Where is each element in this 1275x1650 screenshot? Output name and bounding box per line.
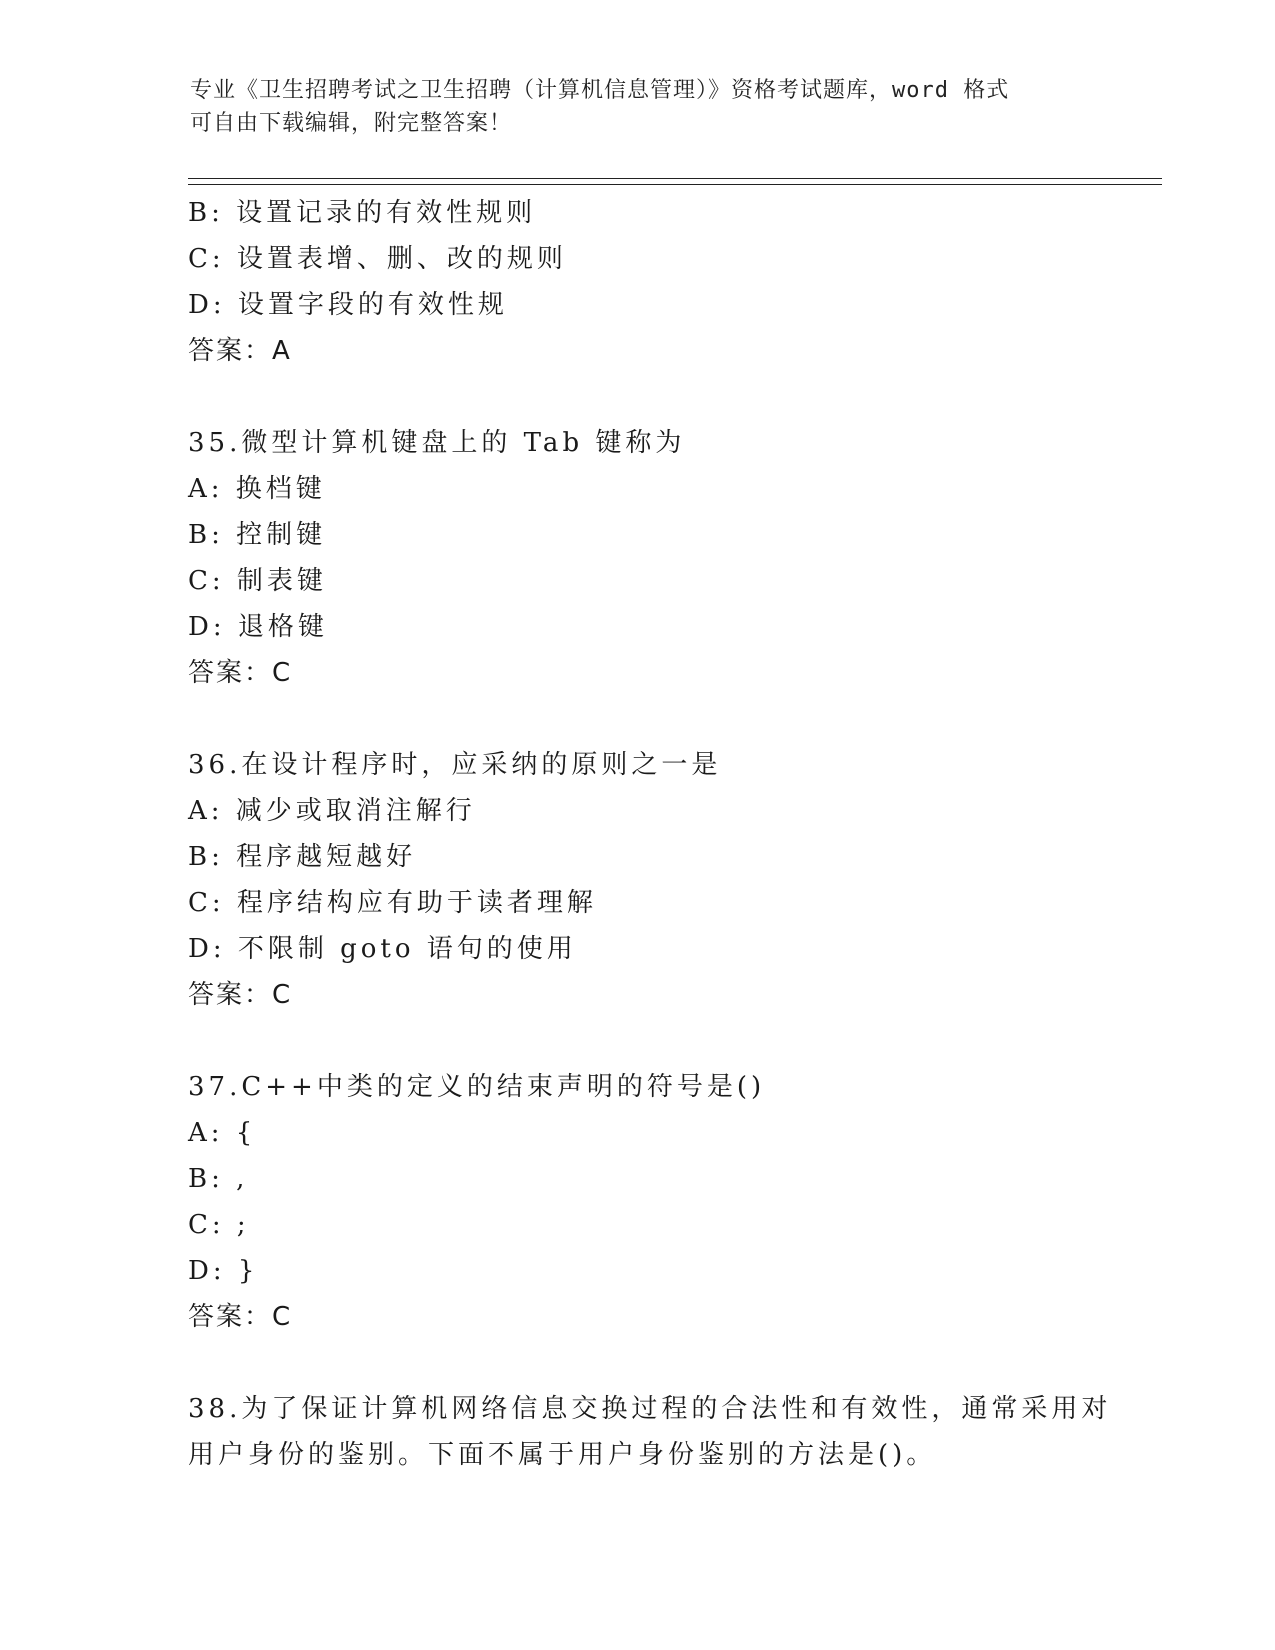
question-35 [188,420,1148,696]
question-34-continued [188,190,1148,374]
option-a: A: 减少或取消注解行 [188,796,476,826]
option-a: A: { [188,1118,257,1148]
answer-line: 答案：C [188,1302,293,1332]
document-header [190,74,1090,140]
option-c: C: 设置表增、删、改的规则 [188,244,567,274]
option-c: C: 制表键 [188,566,327,596]
answer-line: 答案：C [188,980,293,1010]
answer-line: 答案：C [188,658,293,688]
question-text: 35.微型计算机键盘上的 Tab 键称为 [188,428,686,458]
option-b: B: 设置记录的有效性规则 [188,198,537,228]
option-d: D: 设置字段的有效性规 [188,290,508,320]
option-c: C: 程序结构应有助于读者理解 [188,888,597,918]
question-text-line-2: 用户身份的鉴别。下面不属于用户身份鉴别的方法是()。 [188,1440,937,1470]
question-text: 37.C++中类的定义的结束声明的符号是() [188,1072,766,1102]
option-b: B: , [188,1164,249,1194]
spacer [188,374,1148,420]
spacer [188,1340,1148,1386]
question-37 [188,1064,1148,1340]
question-text: 36.在设计程序时，应采纳的原则之一是 [188,750,722,780]
option-d: D: } [188,1256,259,1286]
question-list [188,190,1148,1478]
option-d: D: 不限制 goto 语句的使用 [188,934,577,964]
question-38 [188,1386,1148,1478]
option-a: A: 换档键 [188,474,326,504]
question-36 [188,742,1148,1018]
option-b: B: 程序越短越好 [188,842,417,872]
option-b: B: 控制键 [188,520,327,550]
header-line-2: 可自由下载编辑，附完整答案！ [190,111,513,136]
spacer [188,1018,1148,1064]
header-divider-bottom [188,184,1162,185]
option-c: C: ; [188,1210,250,1240]
header-line-1: 专业《卫生招聘考试之卫生招聘（计算机信息管理）》资格考试题库，word 格式 [190,78,1010,103]
option-d: D: 退格键 [188,612,328,642]
header-divider-top [188,178,1162,179]
answer-line: 答案：A [188,336,292,366]
question-text-line-1: 38.为了保证计算机网络信息交换过程的合法性和有效性，通常采用对 [188,1394,1112,1424]
spacer [188,696,1148,742]
